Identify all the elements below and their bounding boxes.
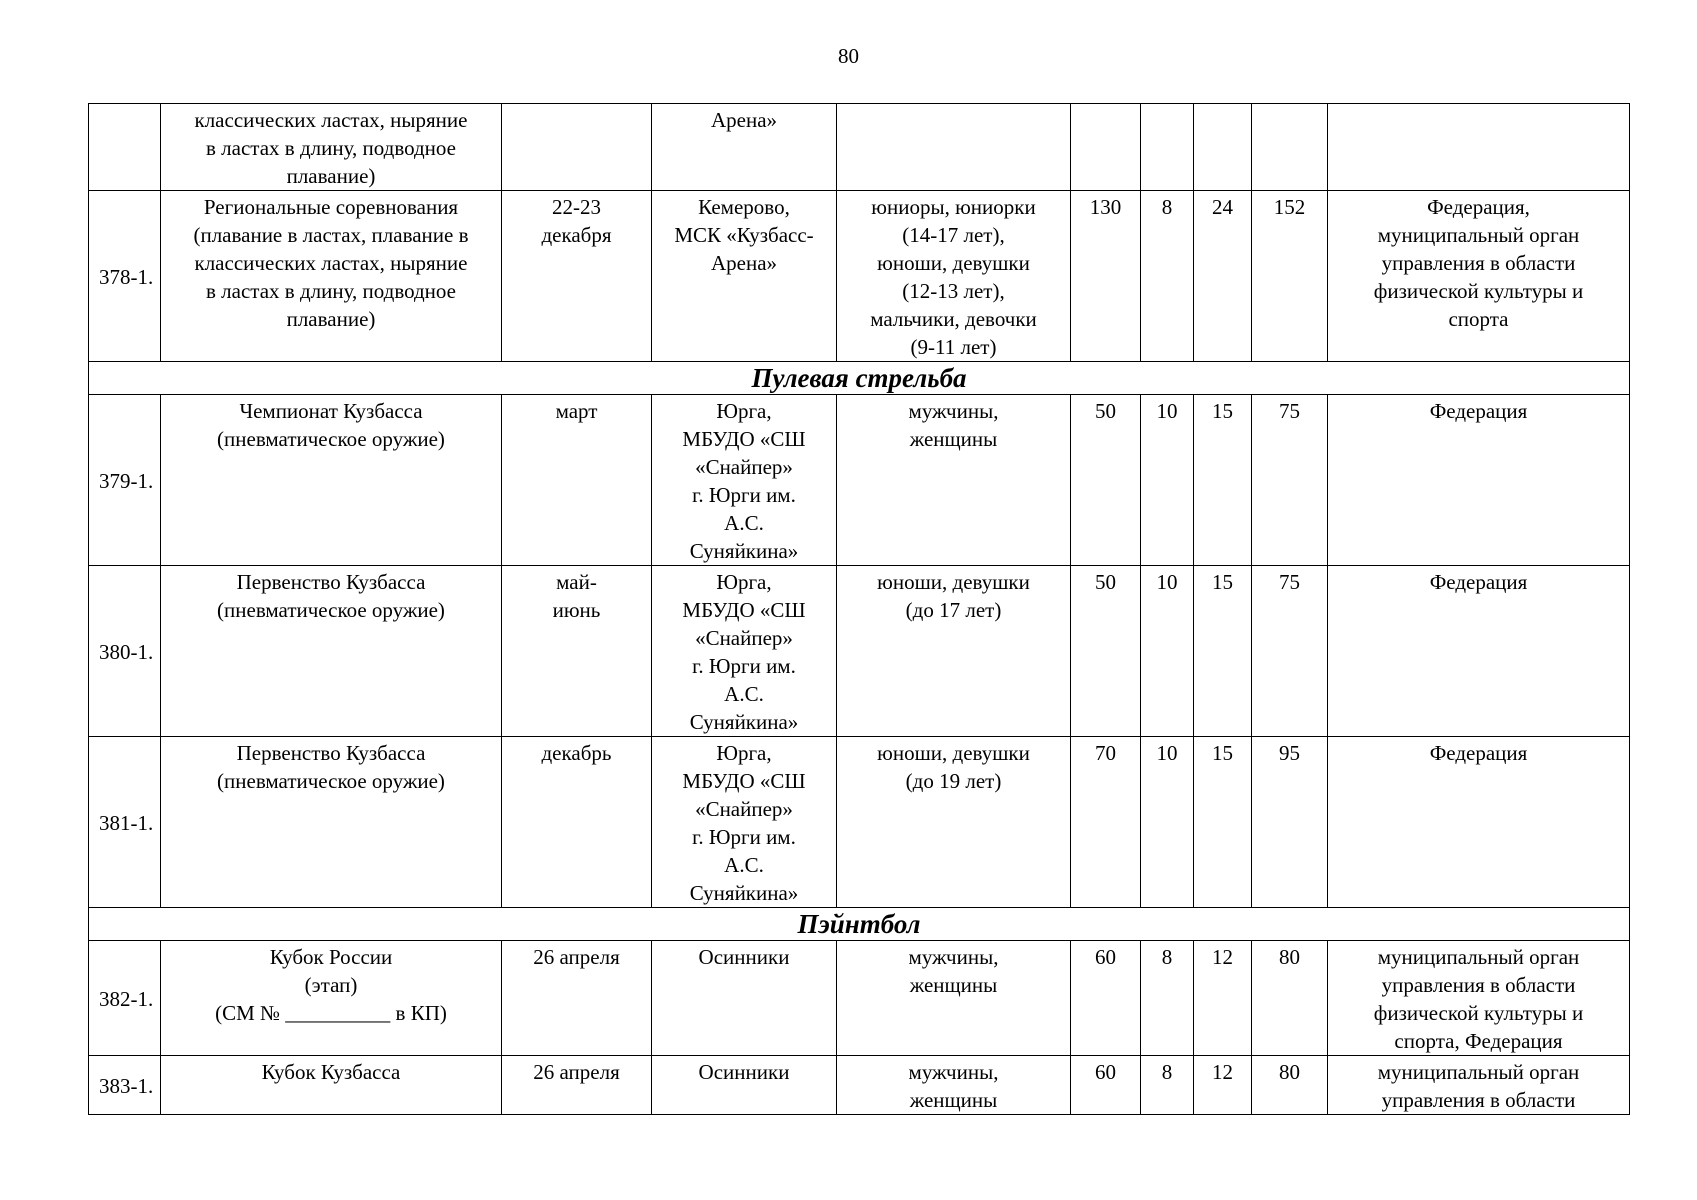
cell-line: «Снайпер» (695, 626, 793, 650)
cell-line: Юрга, (716, 570, 772, 594)
count-cell-2 (1141, 104, 1194, 191)
cell-line: (9-11 лет) (910, 335, 997, 359)
table-row (89, 941, 1630, 1056)
count-total-cell: 80 (1252, 1056, 1328, 1115)
count-total-cell: 75 (1252, 395, 1328, 566)
cell-line: плавание) (286, 307, 376, 331)
cell-line: (пневматическое оружие) (217, 769, 445, 793)
count-cell-1: 70 (1071, 737, 1141, 908)
event-number-cell: 379-1. (89, 395, 161, 566)
cell-line: март (555, 399, 598, 423)
event-number-cell: 381-1. (89, 737, 161, 908)
cell-line: Юрга, (716, 399, 772, 423)
organizer-cell (1328, 737, 1630, 908)
cell-line: плавание) (286, 164, 376, 188)
event-number-cell: 378-1. (89, 191, 161, 362)
cell-line: (СМ № __________ в КП) (215, 1001, 447, 1025)
event-name-cell (161, 566, 502, 737)
cell-line: муниципальный орган (1377, 945, 1580, 969)
cell-line: женщины (909, 427, 998, 451)
count-cell-3: 12 (1194, 1056, 1252, 1115)
cell-line: (этап) (304, 973, 358, 997)
cell-line: (пневматическое оружие) (217, 427, 445, 451)
cell-line: мужчины, (908, 399, 999, 423)
cell-line: г. Юрги им. (692, 654, 796, 678)
cell-line: спорта (1448, 307, 1509, 331)
page-number: 80 (838, 44, 859, 68)
event-name-cell (161, 1056, 502, 1115)
cell-line: Юрга, (716, 741, 772, 765)
cell-line: Кубок Кузбасса (261, 1060, 401, 1084)
event-date-cell (502, 395, 652, 566)
cell-line: мужчины, (908, 1060, 999, 1084)
cell-line: управления в области (1381, 251, 1576, 275)
table-body (89, 104, 1630, 1115)
organizer-cell (1328, 395, 1630, 566)
event-place-cell (652, 104, 837, 191)
section-header-row (89, 908, 1630, 941)
cell-line: Первенство Кузбасса (236, 741, 426, 765)
count-cell-2: 8 (1141, 941, 1194, 1056)
event-place-cell (652, 941, 837, 1056)
cell-line: Арена» (710, 251, 778, 275)
event-place-cell (652, 737, 837, 908)
cell-line: управления в области (1381, 973, 1576, 997)
cell-line: (пневматическое оружие) (217, 598, 445, 622)
count-cell-2: 10 (1141, 395, 1194, 566)
cell-line: юноши, девушки (877, 251, 1030, 275)
section-header-row (89, 362, 1630, 395)
cell-line: физической культуры и (1373, 279, 1584, 303)
count-cell-3: 15 (1194, 737, 1252, 908)
cell-line: МБУДО «СШ (682, 598, 806, 622)
event-date-cell (502, 191, 652, 362)
cell-line: управления в области (1381, 1088, 1576, 1112)
cell-line: Федерация (1429, 399, 1528, 423)
participants-cell (837, 566, 1071, 737)
events-table (88, 103, 1630, 1115)
cell-line: «Снайпер» (695, 455, 793, 479)
participants-cell (837, 104, 1071, 191)
cell-line: «Снайпер» (695, 797, 793, 821)
event-name-cell (161, 395, 502, 566)
cell-line: женщины (909, 973, 998, 997)
cell-line: г. Юрги им. (692, 825, 796, 849)
cell-line: Федерация, (1427, 195, 1530, 219)
cell-line: Суняйкина» (689, 710, 799, 734)
count-total-cell: 95 (1252, 737, 1328, 908)
count-cell-3: 15 (1194, 566, 1252, 737)
event-number-cell: 380-1. (89, 566, 161, 737)
cell-line: Первенство Кузбасса (236, 570, 426, 594)
cell-line: классических ластах, ныряние (194, 251, 468, 275)
organizer-cell (1328, 191, 1630, 362)
participants-cell (837, 737, 1071, 908)
cell-line: Чемпионат Кузбасса (239, 399, 423, 423)
organizer-cell (1328, 941, 1630, 1056)
count-cell-1: 60 (1071, 1056, 1141, 1115)
event-place-cell (652, 191, 837, 362)
participants-cell (837, 395, 1071, 566)
event-place-cell (652, 566, 837, 737)
cell-line: мальчики, девочки (870, 307, 1037, 331)
cell-line: декабрь (541, 741, 612, 765)
event-number-cell: 382-1. (89, 941, 161, 1056)
cell-line: юноши, девушки (877, 570, 1030, 594)
cell-line: классических ластах, ныряние (194, 108, 468, 132)
cell-line: Суняйкина» (689, 539, 799, 563)
event-date-cell (502, 104, 652, 191)
cell-line: декабря (541, 223, 612, 247)
table-row (89, 191, 1630, 362)
cell-line: МБУДО «СШ (682, 769, 806, 793)
table-row (89, 737, 1630, 908)
event-name-cell (161, 191, 502, 362)
event-date-cell (502, 1056, 652, 1115)
cell-line: мужчины, (908, 945, 999, 969)
cell-line: 26 апреля (533, 1060, 620, 1084)
cell-line: Федерация (1429, 570, 1528, 594)
count-cell-3: 24 (1194, 191, 1252, 362)
count-cell-3 (1194, 104, 1252, 191)
event-number-cell (89, 104, 161, 191)
cell-line: А.С. (724, 511, 764, 535)
cell-line: (до 19 лет) (905, 769, 1002, 793)
count-total-cell: 152 (1252, 191, 1328, 362)
participants-cell (837, 941, 1071, 1056)
organizer-cell (1328, 104, 1630, 191)
count-cell-2: 8 (1141, 191, 1194, 362)
organizer-cell (1328, 1056, 1630, 1115)
count-cell-2: 10 (1141, 566, 1194, 737)
count-total-cell: 80 (1252, 941, 1328, 1056)
cell-line: муниципальный орган (1377, 1060, 1580, 1084)
event-name-cell (161, 737, 502, 908)
cell-line: (плавание в ластах, плавание в (193, 223, 469, 247)
cell-line: женщины (909, 1088, 998, 1112)
cell-line: в ластах в длину, подводное (206, 136, 456, 160)
cell-line: юноши, девушки (877, 741, 1030, 765)
cell-line: Кубок России (269, 945, 393, 969)
section-title: Пулевая стрельба (89, 362, 1630, 395)
section-title: Пэйнтбол (89, 908, 1630, 941)
table-row (89, 395, 1630, 566)
count-cell-3: 15 (1194, 395, 1252, 566)
count-cell-2: 10 (1141, 737, 1194, 908)
cell-line: (14-17 лет), (902, 223, 1005, 247)
count-cell-2: 8 (1141, 1056, 1194, 1115)
event-name-cell (161, 941, 502, 1056)
event-date-cell (502, 566, 652, 737)
cell-line: А.С. (724, 682, 764, 706)
cell-line: муниципальный орган (1377, 223, 1580, 247)
count-cell-1: 50 (1071, 566, 1141, 737)
participants-cell (837, 1056, 1071, 1115)
cell-line: А.С. (724, 853, 764, 877)
table-row (89, 566, 1630, 737)
cell-line: в ластах в длину, подводное (206, 279, 456, 303)
cell-line: Региональные соревнования (203, 195, 459, 219)
cell-line: (12-13 лет), (902, 279, 1005, 303)
count-total-cell: 75 (1252, 566, 1328, 737)
cell-line: 26 апреля (533, 945, 620, 969)
count-cell-1: 50 (1071, 395, 1141, 566)
cell-line: Суняйкина» (689, 881, 799, 905)
cell-line: Федерация (1429, 741, 1528, 765)
cell-line: Кемерово, (698, 195, 790, 219)
table-row (89, 104, 1630, 191)
cell-line: МСК «Кузбасс- (674, 223, 814, 247)
event-place-cell (652, 395, 837, 566)
cell-line: МБУДО «СШ (682, 427, 806, 451)
cell-line: Осинники (698, 945, 790, 969)
cell-line: июнь (552, 598, 601, 622)
event-place-cell (652, 1056, 837, 1115)
cell-line: г. Юрги им. (692, 483, 796, 507)
participants-cell (837, 191, 1071, 362)
organizer-cell (1328, 566, 1630, 737)
cell-line: физической культуры и (1373, 1001, 1584, 1025)
count-cell-3: 12 (1194, 941, 1252, 1056)
cell-line: май- (556, 570, 597, 594)
count-cell-1: 130 (1071, 191, 1141, 362)
cell-line: спорта, Федерация (1394, 1029, 1563, 1053)
table-row (89, 1056, 1630, 1115)
cell-line: Арена» (710, 108, 778, 132)
cell-line: юниоры, юниорки (871, 195, 1036, 219)
count-cell-1: 60 (1071, 941, 1141, 1056)
cell-line: 22-23 (552, 195, 601, 219)
cell-line: Осинники (698, 1060, 790, 1084)
cell-line: (до 17 лет) (905, 598, 1002, 622)
count-cell-1 (1071, 104, 1141, 191)
event-date-cell (502, 737, 652, 908)
count-total-cell (1252, 104, 1328, 191)
event-date-cell (502, 941, 652, 1056)
event-name-cell (161, 104, 502, 191)
event-number-cell: 383-1. (89, 1056, 161, 1115)
